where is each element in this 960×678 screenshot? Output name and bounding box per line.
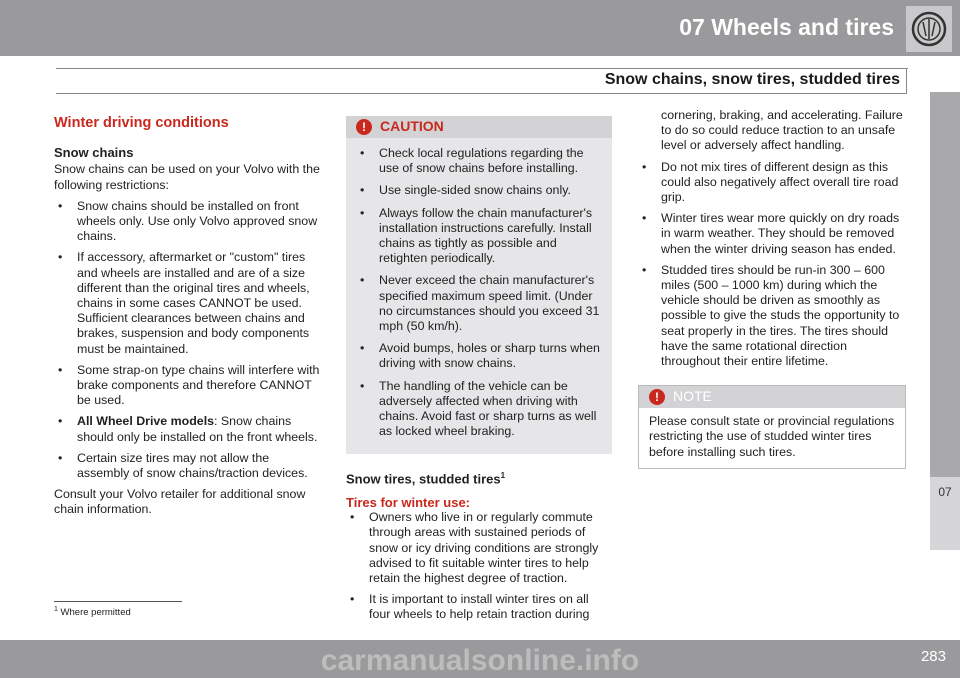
- list-item: • Snow chains should be installed on front wheels only. Use only Volvo approved snow chains.: [58, 198, 318, 244]
- caution-box: [346, 116, 612, 454]
- note-text: Please consult state or provincial regulations restricting the use of studded winter tires before installing such tires.: [649, 414, 895, 459]
- footnote-mark: 1: [500, 471, 506, 481]
- list-item: • Check local regulations regarding the use of snow chains before installing.: [360, 146, 584, 176]
- list-item: • Do not mix tires of different design as this could also negatively affect overall tire road grip.: [642, 159, 899, 205]
- note-title: NOTE: [673, 388, 712, 405]
- list-item: • All Wheel Drive models: Snow chains should only be installed on the front wheels.: [58, 414, 318, 444]
- list-item: • The handling of the vehicle can be adversely affected when driving with chains. Avoid fast or sharp turns as well as locked wheel braking.: [360, 378, 597, 439]
- winter-tires-list: [346, 510, 612, 622]
- list-item: • Owners who live in or regularly commute through areas with sustained periods of snow or icy driving conditions are strongly advised to fit suitable winter tires to help retain the highest degree of traction.: [350, 510, 599, 585]
- snow-tires-heading: Snow tires, studded tires$^1$: [346, 471, 506, 487]
- caution-header: [346, 116, 612, 138]
- list-item: • Use single-sided snow chains only.: [360, 183, 571, 198]
- section-title: Snow chains, snow tires, studded tires: [604, 71, 900, 88]
- info-icon: !: [649, 389, 665, 405]
- awd-label: All Wheel Drive models: [77, 414, 215, 429]
- list-item: • Avoid bumps, holes or sharp turns when driving with snow chains.: [360, 341, 600, 371]
- list-item: • Always follow the chain manufacturer's installation instructions carefully. Install chains as tightly as possible and retighten periodically.: [360, 205, 593, 266]
- watermark: carmanualsonline.info: [320, 644, 640, 677]
- caution-title: CAUTION: [380, 118, 444, 134]
- footnote: $^1$ Where permitted: [54, 606, 131, 619]
- note-box: [638, 385, 906, 469]
- footnote-divider: [54, 601, 182, 602]
- list-item: • Never exceed the chain manufacturer's specified maximum speed limit. (Under no circumstances should you exceed 31 mph (50 km/h).: [360, 273, 600, 334]
- list-item: • Some strap-on type chains will interfere with brake components and therefore CANNOT be used.: [58, 362, 320, 408]
- winter-use-subheading: Tires for winter use:: [346, 494, 471, 510]
- column-left: [54, 116, 324, 524]
- snow-chains-heading: Snow chains: [54, 145, 134, 161]
- list-item: • Certain size tires may not allow the assembly of snow chains/traction devices.: [58, 450, 308, 481]
- list-item: • If accessory, aftermarket or "custom" tires and wheels are installed and are of a size different than the original tires and wheels, chains in some cases CANNOT be used. Sufficient clearances between chains and brakes, suspension and body components must be maintained.: [58, 250, 310, 356]
- note-header: [639, 386, 905, 408]
- snow-chains-intro: Snow chains can be used on your Volvo with the following restrictions:: [54, 162, 320, 192]
- column-right: [638, 108, 906, 469]
- chapter-tab-number: 07: [938, 485, 952, 499]
- steering-wheel-icon: [906, 6, 952, 52]
- list-item: • Winter tires wear more quickly on dry roads in warm weather. They should be removed when the winter driving season has ended.: [642, 211, 900, 256]
- warning-icon: !: [356, 119, 372, 135]
- chapter-title: 07 Wheels and tires: [679, 14, 894, 40]
- winter-tires-list-cont: [638, 160, 906, 370]
- column-middle: [346, 116, 612, 629]
- snow-chains-outro: Consult your Volvo retailer for additional snow chain information.: [54, 487, 306, 517]
- list-item: • It is important to install winter tires on all four wheels to help retain traction during: [350, 592, 590, 622]
- caution-list: [346, 138, 612, 439]
- list-item: • Studded tires should be run-in 300 – 600 miles (500 – 1000 km) during which the vehicle should be driven as smoothly as possible to give the studs the opportunity to seat properly in the tires. The tires should have the same rotational direction throughout their entire lifetime.: [642, 262, 900, 369]
- snow-chains-list: [54, 199, 324, 481]
- continuation-text: cornering, braking, and accelerating. Failure to do so could reduce traction to an unsafe level or adversely affect handling.: [661, 108, 903, 153]
- winter-driving-heading: Winter driving conditions: [54, 115, 229, 131]
- page-number: 283: [920, 648, 946, 665]
